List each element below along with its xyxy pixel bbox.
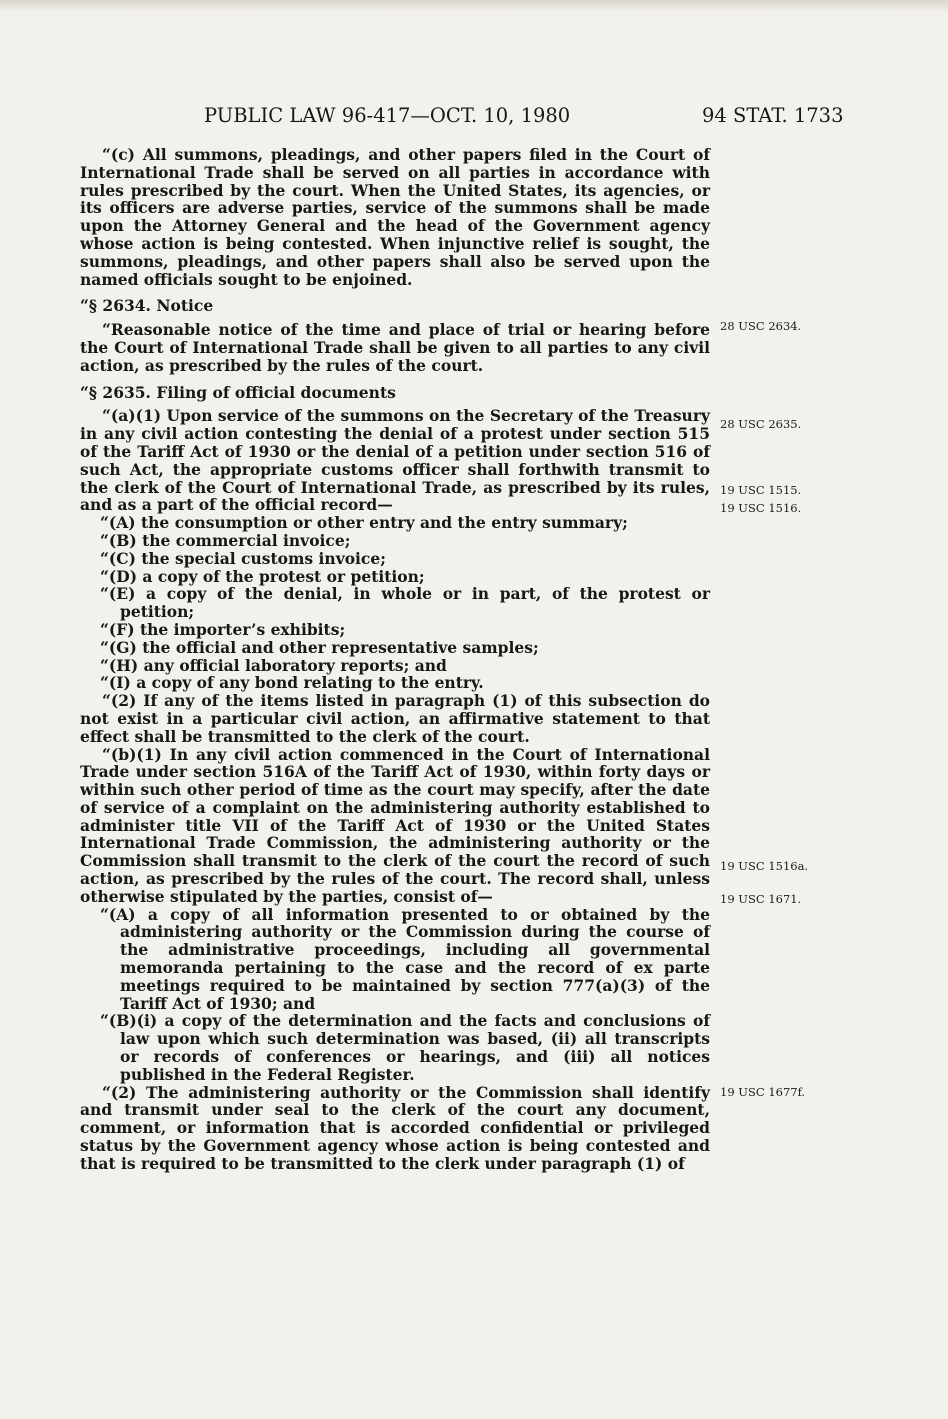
running-header-page-number: 94 STAT. 1733 [702,104,844,127]
section-heading-2635: “§ 2635. Filing of official documents [80,382,396,402]
margin-note-28usc2634: 28 USC 2634. [720,319,802,333]
list-item-a: “(A) the consumption or other entry and the entry summary; [100,513,628,533]
list-item-d: “(D) a copy of the protest or petition; [100,566,425,586]
list-item-h: “(H) any official laboratory reports; and [100,655,447,675]
list-item-b1a: “(A) a copy of all information presented to or obtained by the administering authority or the Commission during the course of the administrative proceedings, including all governmental memoranda pertaining to the case and the record of ex parte meetings required to be maintained by section 777(a)(3) of the Tariff Act of 1930; and [100,904,710,1013]
body-text [80,146,710,1173]
margin-note-19usc1516a: 19 USC 1516a. [720,859,809,873]
margin-note-19usc1515: 19 USC 1515. [720,483,802,497]
margin-note-28usc2635: 28 USC 2635. [720,417,802,431]
list-item-i: “(I) a copy of any bond relating to the entry. [100,673,484,693]
list-item-b1b: “(B)(i) a copy of the determination and the facts and conclusions of law upon which such determination was based, (ii) all transcripts or records of conferences or hearings, and (iii) all notices published in the Federal Register. [100,1011,710,1084]
scan-edge-shadow [0,0,948,12]
list-item-c: “(C) the special customs invoice; [100,548,386,568]
paragraph-a1: “(a)(1) Upon service of the summons on the Secretary of the Treasury in any civil action contesting the denial of a protest under section 515 of the Tariff Act of 1930 or the denial of a petition under section 516 of such Act, the appropriate customs officer shall forthwith transmit to the clerk of the Court of International Trade, as prescribed by its rules, and as a part of the official record— [80,406,710,515]
list-item-g: “(G) the official and other representative samples; [100,637,539,657]
margin-note-19usc1671: 19 USC 1671. [720,892,802,906]
list-item-b: “(B) the commercial invoice; [100,530,351,550]
running-header-title: PUBLIC LAW 96-417—OCT. 10, 1980 [204,104,571,127]
section-heading-2634: “§ 2634. Notice [80,296,214,316]
paragraph-a2: “(2) If any of the items listed in paragraph (1) of this subsection do not exist in a particular civil action, an affirmative statement to that effect shall be transmitted to the clerk of the court. [80,691,710,746]
list-item-e: “(E) a copy of the denial, in whole or in part, of the protest or petition; [100,584,710,622]
paragraph-b2: “(2) The administering authority or the Commission shall identify and transmit under seal to the clerk of the court any document, comment, or information that is accorded confidential or privileged status by the Government agency whose action is being contested and that is required to be transmitted to the clerk under paragraph (1) of [80,1082,710,1173]
paragraph-c: “(c) All summons, pleadings, and other papers filed in the Court of International Trade shall be served on all parties in accordance with rules prescribed by the court. When the United States, its agencies, or its officers are adverse parties, service of the summons shall be made upon the Attorney General and the head of the Government agency whose action is being contested. When injunctive relief is sought, the summons, pleadings, and other papers shall also be served upon the named officials sought to be enjoined. [80,145,710,289]
margin-note-19usc1677f: 19 USC 1677f. [720,1085,806,1099]
list-item-f: “(F) the importer’s exhibits; [100,619,346,639]
margin-note-19usc1516: 19 USC 1516. [720,501,802,515]
paragraph-2634: “Reasonable notice of the time and place of trial or hearing before the Court of International Trade shall be given to all parties to any civil action, as prescribed by the rules of the court. [80,320,710,375]
paragraph-b1: “(b)(1) In any civil action commenced in the Court of International Trade under section 516A of the Tariff Act of 1930, within forty days or within such other period of time as the court may specify, after the date of service of a complaint on the administering authority established to administer title VII of the Tariff Act of 1930 or the United States International Trade Commission, the administering authority or the Commission shall transmit to the clerk of the court the record of such action, as prescribed by the rules of the court. The record shall, unless otherwise stipulated by the parties, consist of— [80,744,710,906]
